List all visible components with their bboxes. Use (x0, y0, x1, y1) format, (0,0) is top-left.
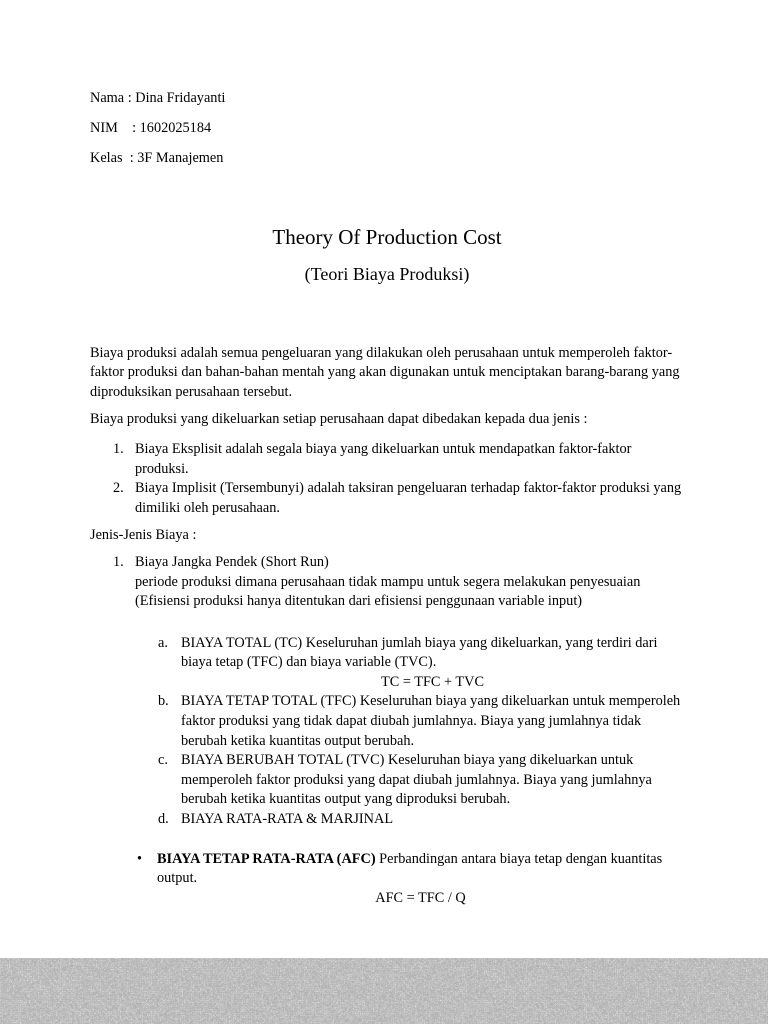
sublist-item-body (181, 634, 684, 693)
list-item (135, 634, 684, 693)
list-item (90, 479, 684, 518)
static-noise-image (0, 958, 768, 1024)
list-marker: 2. (113, 480, 124, 497)
list-marker: 1. (113, 440, 124, 457)
sublist-item-text: BIAYA BERUBAH TOTAL (TVC) Keseluruhan biaya yang dikeluarkan untuk memperoleh faktor produksi yang dapat diubah jumlahnya. Biaya yang jumlahnya berubah ketika kuantitas output yang diproduksi berubah. (181, 752, 652, 808)
document-title: Theory Of Production Cost (272, 224, 502, 249)
shortrun-section (90, 553, 684, 909)
list-item (90, 440, 684, 479)
bullet-item-bold-text: BIAYA TETAP RATA-RATA (AFC) (157, 850, 376, 867)
cost-types-list (90, 440, 684, 518)
sublist-item-text: BIAYA TOTAL (TC) Keseluruhan jumlah biaya yang dikeluarkan, yang terdiri dari biaya tetap (TFC) dan biaya variable (TVC). (181, 634, 658, 671)
shortrun-description: periode produksi dimana perusahaan tidak mampu untuk segera melakukan penyesuaian (Efisiensi produksi hanya ditentukan dari efisiensi penggunaan variable input) (135, 573, 641, 610)
shortrun-body (135, 553, 684, 909)
lead-paragraph: Biaya produksi yang dikeluarkan setiap perusahaan dapat dibedakan kepada dua jenis : (90, 411, 588, 428)
bullet-item-text: Perbandingan antara biaya tetap dengan kuantitas output. (157, 850, 663, 887)
list-item-text: Biaya Eksplisit adalah segala biaya yang dikeluarkan untuk mendapatkan faktor-faktor produksi. (135, 440, 632, 477)
sublist-item-text: BIAYA TETAP TOTAL (TFC) Keseluruhan biaya yang dikeluarkan untuk memperoleh faktor produksi yang tidak dapat diubah jumlahnya. Biaya yang jumlahnya tidak berubah ketika kuantitas output berubah. (181, 693, 681, 749)
student-name-line: Nama : Dina Fridayanti (90, 90, 226, 106)
list-item (135, 751, 684, 810)
formula-line: TC = TFC + TVC (381, 673, 484, 690)
formula-line: AFC = TFC / Q (375, 889, 466, 906)
student-class-line: Kelas : 3F Manajemen (90, 149, 224, 166)
afc-bullet-block (135, 850, 684, 909)
scan-noise-strip (0, 958, 768, 1024)
list-item (135, 810, 684, 830)
document-content (90, 0, 684, 908)
list-marker: d. (158, 811, 169, 828)
bullet-item-body (157, 850, 684, 909)
student-nim-line: NIM : 1602025184 (90, 119, 212, 136)
shortrun-title: Biaya Jangka Pendek (Short Run) (135, 553, 329, 570)
intro-paragraph: Biaya produksi adalah semua pengeluaran yang dilakukan oleh perusahaan untuk memperoleh faktor-faktor produksi dan bahan-bahan mentah yang akan digunakan untuk menciptakan barang-barang yang diproduksikan perusahaan tersebut. (90, 344, 680, 400)
list-marker: b. (158, 693, 169, 710)
bullet-marker: • (137, 850, 143, 867)
student-info-block (90, 0, 684, 169)
list-item (90, 553, 684, 909)
section-heading: Jenis-Jenis Biaya : (90, 527, 197, 544)
list-marker: 1. (113, 553, 124, 570)
shortrun-sublist (135, 634, 684, 909)
sublist-item-text: BIAYA RATA-RATA & MARJINAL (181, 811, 394, 828)
list-marker: a. (158, 634, 168, 651)
document-subtitle: (Teori Biaya Produksi) (304, 263, 470, 284)
list-item (135, 692, 684, 751)
list-marker: c. (158, 752, 168, 769)
list-item-text: Biaya Implisit (Tersembunyi) adalah taksiran pengeluaran terhadap faktor-faktor produksi yang dimiliki oleh perusahaan. (135, 480, 682, 516)
list-item (135, 850, 684, 909)
